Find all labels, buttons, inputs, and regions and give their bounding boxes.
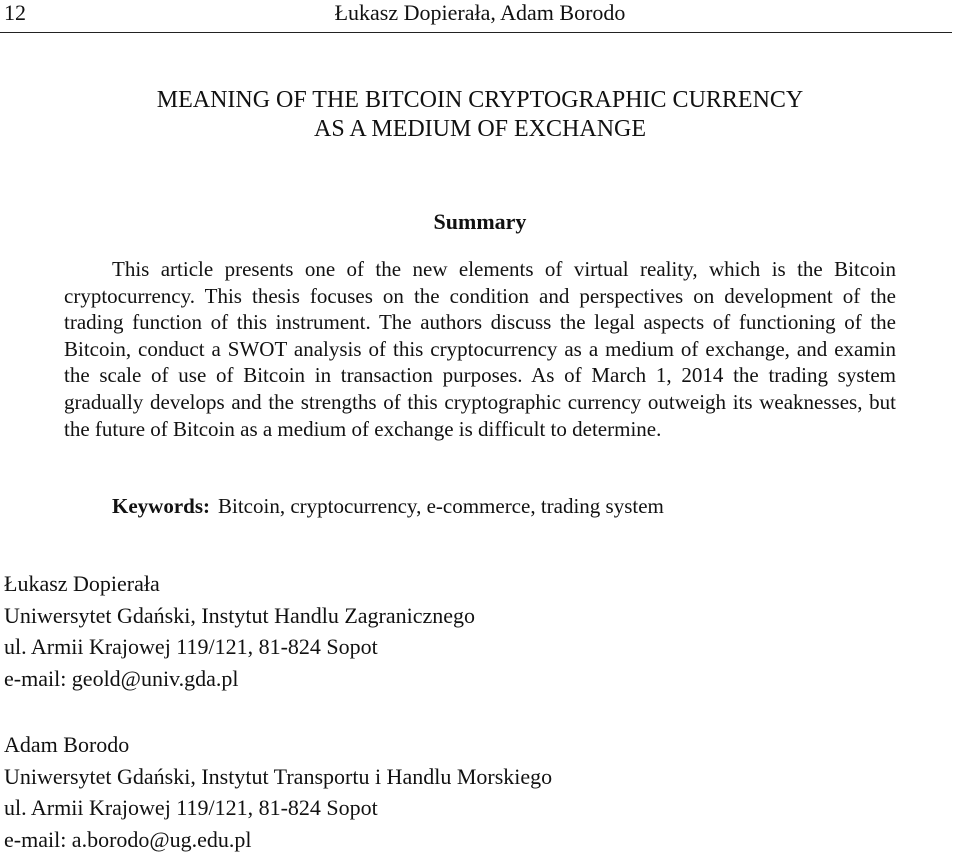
author-address: ul. Armii Krajowej 119/121, 81-824 Sopot bbox=[4, 631, 904, 663]
keywords-value: Bitcoin, cryptocurrency, e-commerce, trading system bbox=[218, 494, 664, 518]
author-email: e-mail: geold@univ.gda.pl bbox=[4, 663, 904, 695]
page-header bbox=[0, 0, 952, 33]
article-title bbox=[60, 86, 900, 144]
article-title-line-1: MEANING OF THE BITCOIN CRYPTOGRAPHIC CURRENCY bbox=[60, 86, 900, 115]
page-number: 12 bbox=[4, 0, 26, 26]
author-name: Adam Borodo bbox=[4, 729, 904, 761]
author-block bbox=[4, 729, 904, 855]
running-head: Łukasz Dopierała, Adam Borodo bbox=[250, 0, 710, 26]
author-address: ul. Armii Krajowej 119/121, 81-824 Sopot bbox=[4, 792, 904, 824]
summary-heading: Summary bbox=[60, 208, 900, 236]
keywords-label: Keywords: bbox=[112, 494, 210, 518]
author-block bbox=[4, 568, 904, 694]
keywords bbox=[112, 492, 912, 520]
author-affiliation: Uniwersytet Gdański, Instytut Transportu i Handlu Morskiego bbox=[4, 761, 904, 793]
author-email: e-mail: a.borodo@ug.edu.pl bbox=[4, 824, 904, 855]
author-name: Łukasz Dopierała bbox=[4, 568, 904, 600]
author-affiliation: Uniwersytet Gdański, Instytut Handlu Zagranicznego bbox=[4, 600, 904, 632]
article-title-line-2: AS A MEDIUM OF EXCHANGE bbox=[60, 115, 900, 144]
summary-text: This article presents one of the new elements of virtual reality, which is the Bitcoin cryptocurrency. This thesis focuses on the condition and perspectives on development of the trading function of this instrument. The authors discuss the legal aspects of functioning of the Bitcoin, conduct a SWOT analysis of this cryptocurrency as a medium of exchange, and examin the scale of use of Bitcoin in transaction purposes. As of March 1, 2014 the trading system gradually develops and the strengths of this cryptographic currency outweigh its weaknesses, but the future of Bitcoin as a medium of exchange is difficult to determine. bbox=[64, 256, 896, 442]
